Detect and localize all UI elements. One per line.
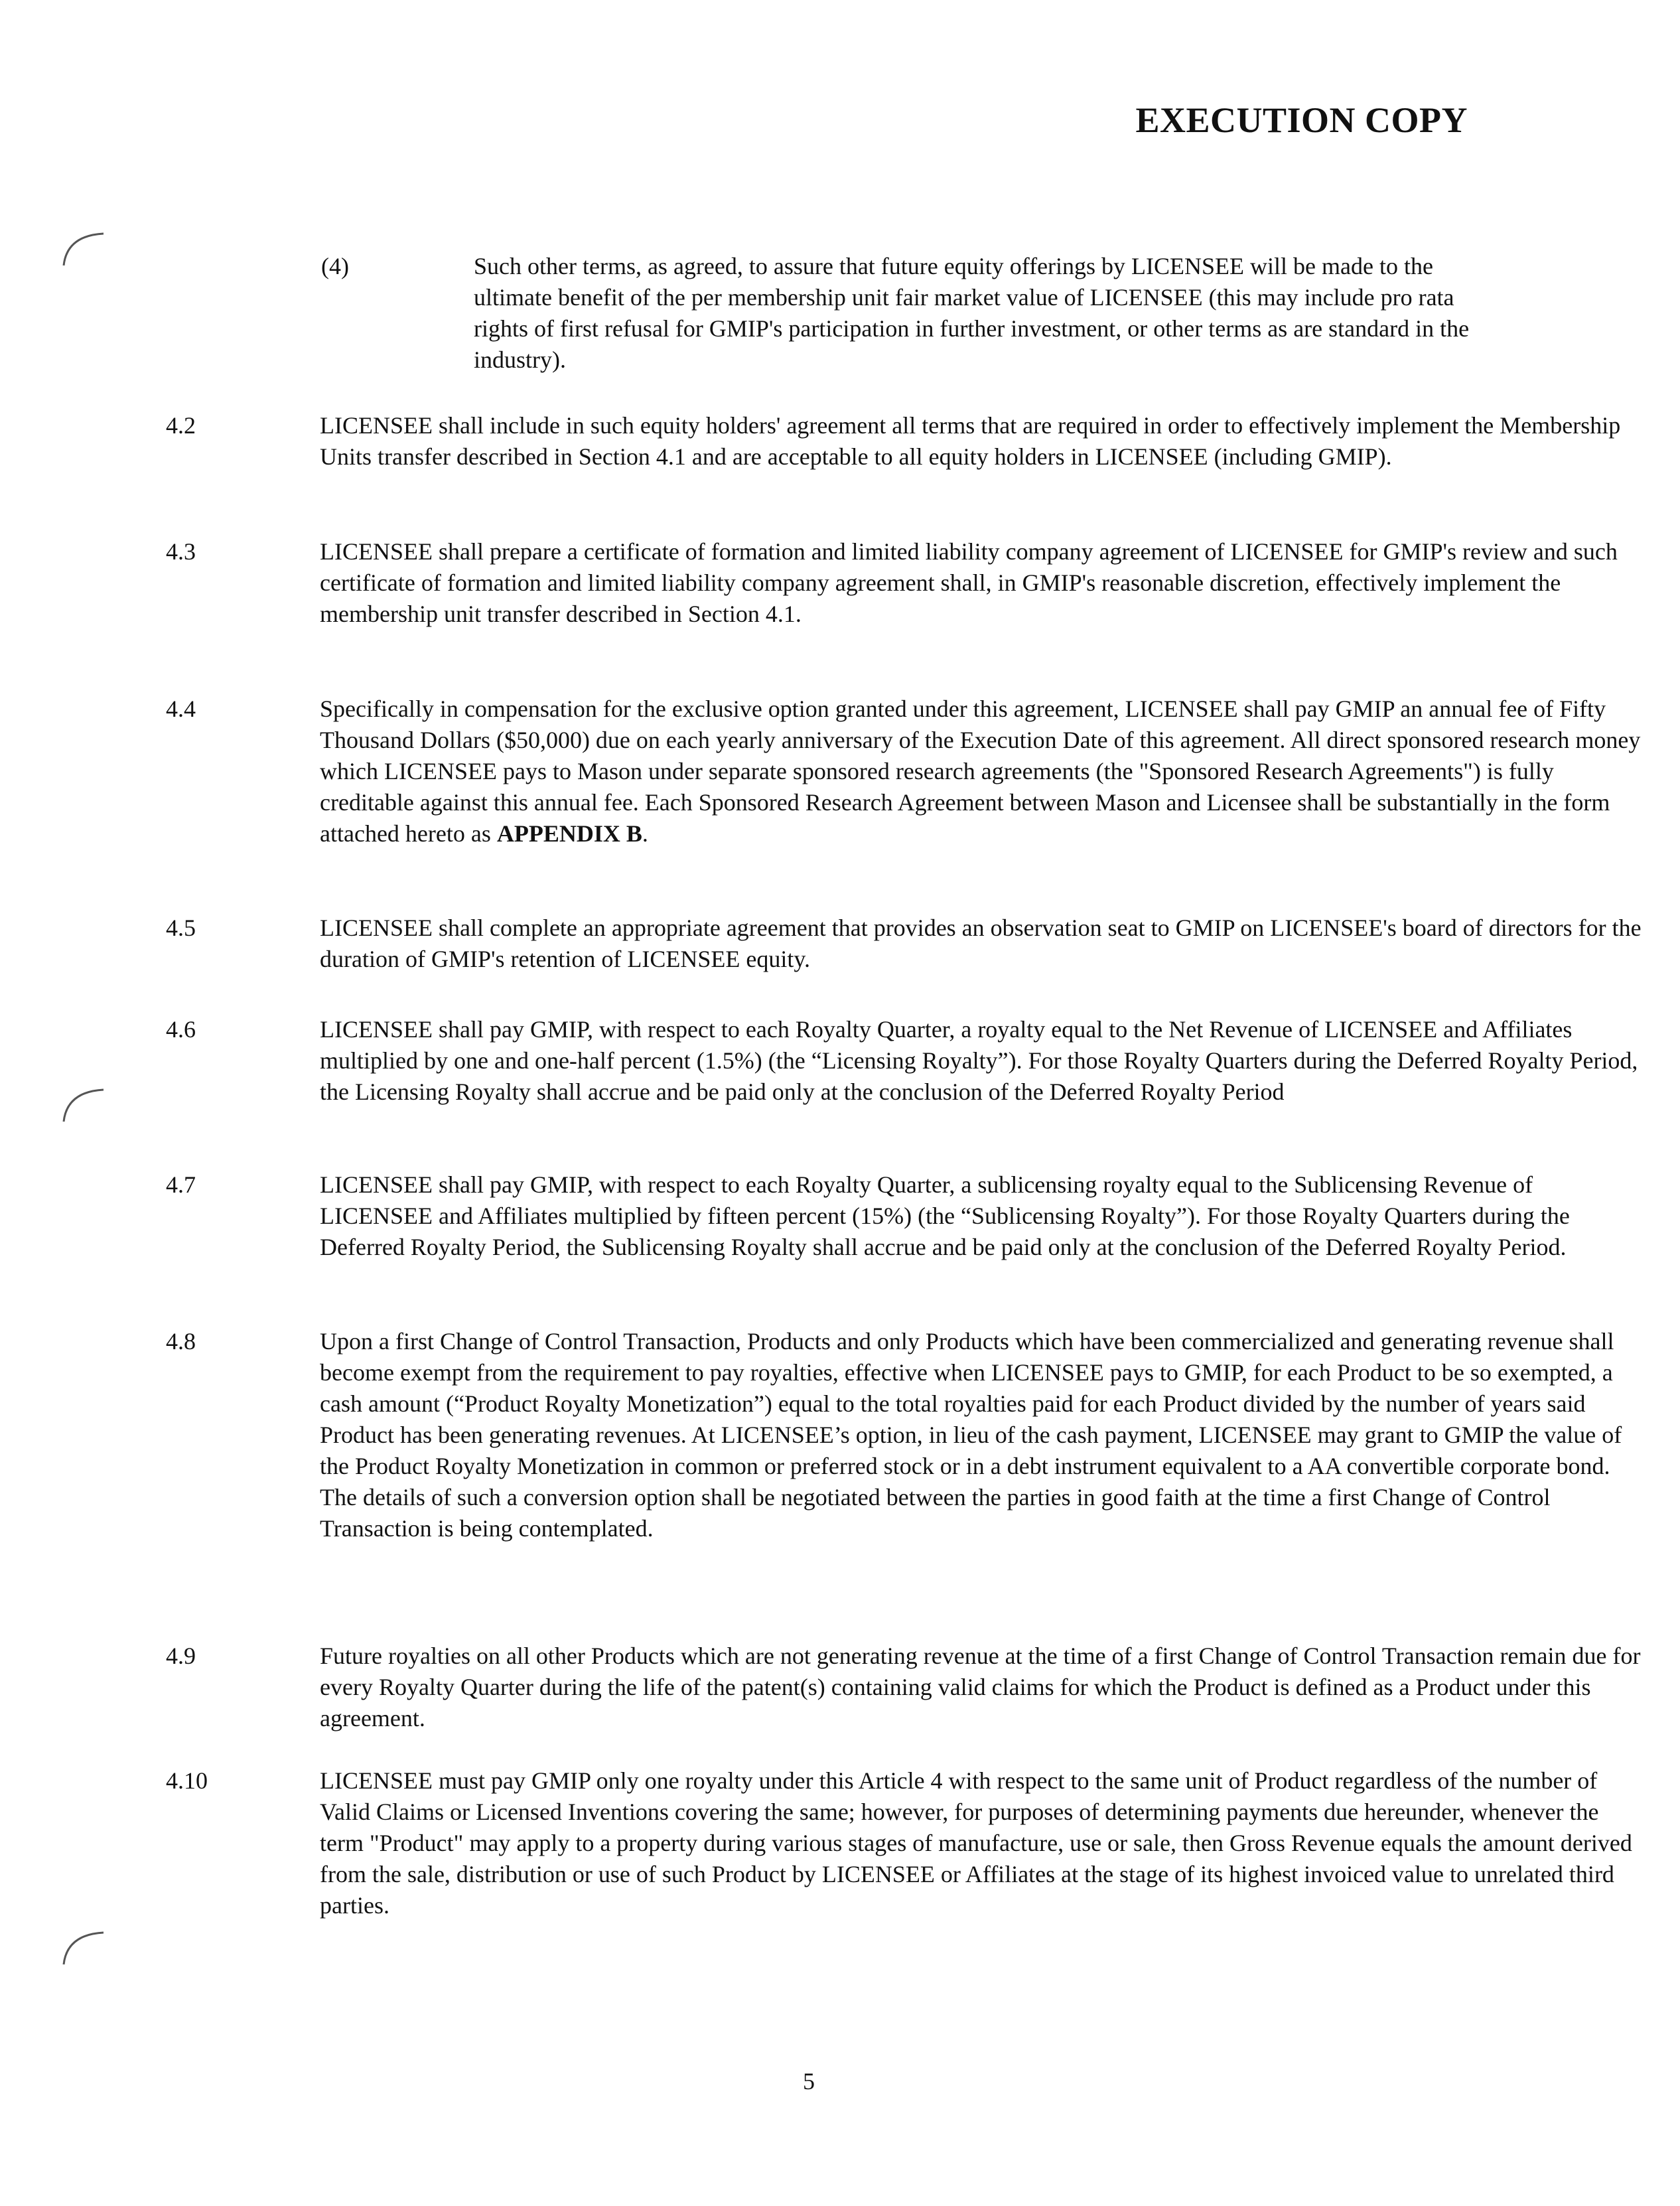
section-text: LICENSEE shall complete an appropriate agreement that provides an observation seat to GMIP on LICENSEE's board of directors for the duration of GMIP's retention of LICENSEE equity. xyxy=(320,915,1642,972)
section-text: Such other terms, as agreed, to assure that future equity offerings by LICENSEE will be made to the ultimate benefit of the per membership unit fair market value of LICENSEE (this may include pro rata rights of first refusal for GMIP's participation in further investment, or other terms as are standard in the industry). xyxy=(474,253,1470,373)
section-4-3 xyxy=(166,536,1618,630)
punch-hole-mark-bottom xyxy=(57,1918,123,1984)
execution-copy-header: EXECUTION COPY xyxy=(1135,100,1468,140)
punch-hole-mark-middle xyxy=(57,1075,123,1141)
section-number: 4.5 xyxy=(166,915,196,941)
section-number: 4.7 xyxy=(166,1171,196,1198)
section-text: LICENSEE must pay GMIP only one royalty under this Article 4 with respect to the same unit of Product regardless of the number of Valid Claims or Licensed Inventions covering the same; however, for purposes of determining payments due hereunder, whenever the term "Product" may apply to a property during various stages of manufacture, use or sale, then Gross Revenue equals the amount derived from the sale, distribution or use of such Product by LICENSEE or Affiliates at the stage of its highest invoiced value to unrelated third parties. xyxy=(320,1767,1632,1919)
section-number: 4.4 xyxy=(166,696,196,722)
section-4-10 xyxy=(166,1765,1632,1921)
punch-hole-mark-top xyxy=(57,219,123,285)
section-4-2 xyxy=(166,410,1621,473)
section-4-7 xyxy=(166,1169,1570,1263)
section-text: LICENSEE shall pay GMIP, with respect to each Royalty Quarter, a sublicensing royalty equal to the Sublicensing Revenue of LICENSEE and Affiliates multiplied by fifteen percent (15%) (the “Sublicensing Royalty”). For those Royalty Quarters during the Deferred Royalty Period, the Sublicensing Royalty shall accrue and be paid only at the conclusion of the Deferred Royalty Period. xyxy=(320,1171,1570,1260)
section-4-4 xyxy=(166,694,1641,849)
section-4-1-4 xyxy=(321,251,1502,376)
section-4-8 xyxy=(166,1326,1622,1544)
section-text xyxy=(320,694,1644,849)
section-number: 4.2 xyxy=(166,412,196,439)
section-number: 4.9 xyxy=(166,1643,196,1669)
section-text: Upon a first Change of Control Transaction, Products and only Products which have been commercialized and generating revenue shall become exempt from the requirement to pay royalties, effective when LICENSEE pays to GMIP, for each Product to be so exempted, a cash amount (“Product Royalty Monetization”) equal to the total royalties paid for each Product divided by the number of years said Product has been generating revenues. At LICENSEE’s option, in lieu of the cash payment, LICENSEE may grant to GMIP the value of the Product Royalty Monetization in common or preferred stock or in a debt instrument equivalent to a AA convertible corporate bond. The details of such a conversion option shall be negotiated between the parties in good faith at the time a first Change of Control Transaction is being contemplated. xyxy=(320,1328,1622,1542)
section-number: 4.8 xyxy=(166,1328,196,1355)
section-text-tail: . xyxy=(642,820,648,847)
section-4-5 xyxy=(166,913,1642,975)
section-4-9 xyxy=(166,1641,1641,1734)
section-text: Future royalties on all other Products which are not generating revenue at the time of a first Change of Control Transaction remain due for every Royalty Quarter during the life of the patent(s) containing valid claims for which the Product is defined as a Product under this agreement. xyxy=(320,1643,1641,1731)
section-text: LICENSEE shall pay GMIP, with respect to each Royalty Quarter, a royalty equal to the Net Revenue of LICENSEE and Affiliates multiplied by one and one-half percent (1.5%) (the “Licensing Royalty”). For those Royalty Quarters during the Deferred Royalty Period, the Licensing Royalty shall accrue and be paid only at the conclusion of the Deferred Royalty Period xyxy=(320,1016,1638,1105)
section-number: 4.6 xyxy=(166,1016,196,1043)
section-text: LICENSEE shall include in such equity holders' agreement all terms that are required in order to effectively implement the Membership Units transfer described in Section 4.1 and are acceptable to all equity holders in LICENSEE (including GMIP). xyxy=(320,412,1621,470)
section-number: 4.10 xyxy=(166,1767,208,1794)
section-text: LICENSEE shall prepare a certificate of formation and limited liability company agreement of LICENSEE for GMIP's review and such certificate of formation and limited liability company agreement shall, in GMIP's reasonable discretion, effectively implement the membership unit transfer described in Section 4.1. xyxy=(320,538,1618,627)
section-number: 4.3 xyxy=(166,538,196,565)
section-4-6 xyxy=(166,1014,1638,1108)
section-text-body: Specifically in compensation for the exclusive option granted under this agreement, LICENSEE shall pay GMIP an annual fee of Fifty Thousand Dollars ($50,000) due on each yearly anniversary of the Execution Date of this agreement. All direct sponsored research money which LICENSEE pays to Mason under separate sponsored research agreements (the "Sponsored Research Agreements") is fully creditable against this annual fee. Each Sponsored Research Agreement between Mason and Licensee shall be substantially in the form attached hereto as xyxy=(320,696,1641,847)
section-number: (4) xyxy=(321,253,349,279)
appendix-reference: APPENDIX B xyxy=(496,820,642,847)
page-number: 5 xyxy=(803,2068,815,2095)
